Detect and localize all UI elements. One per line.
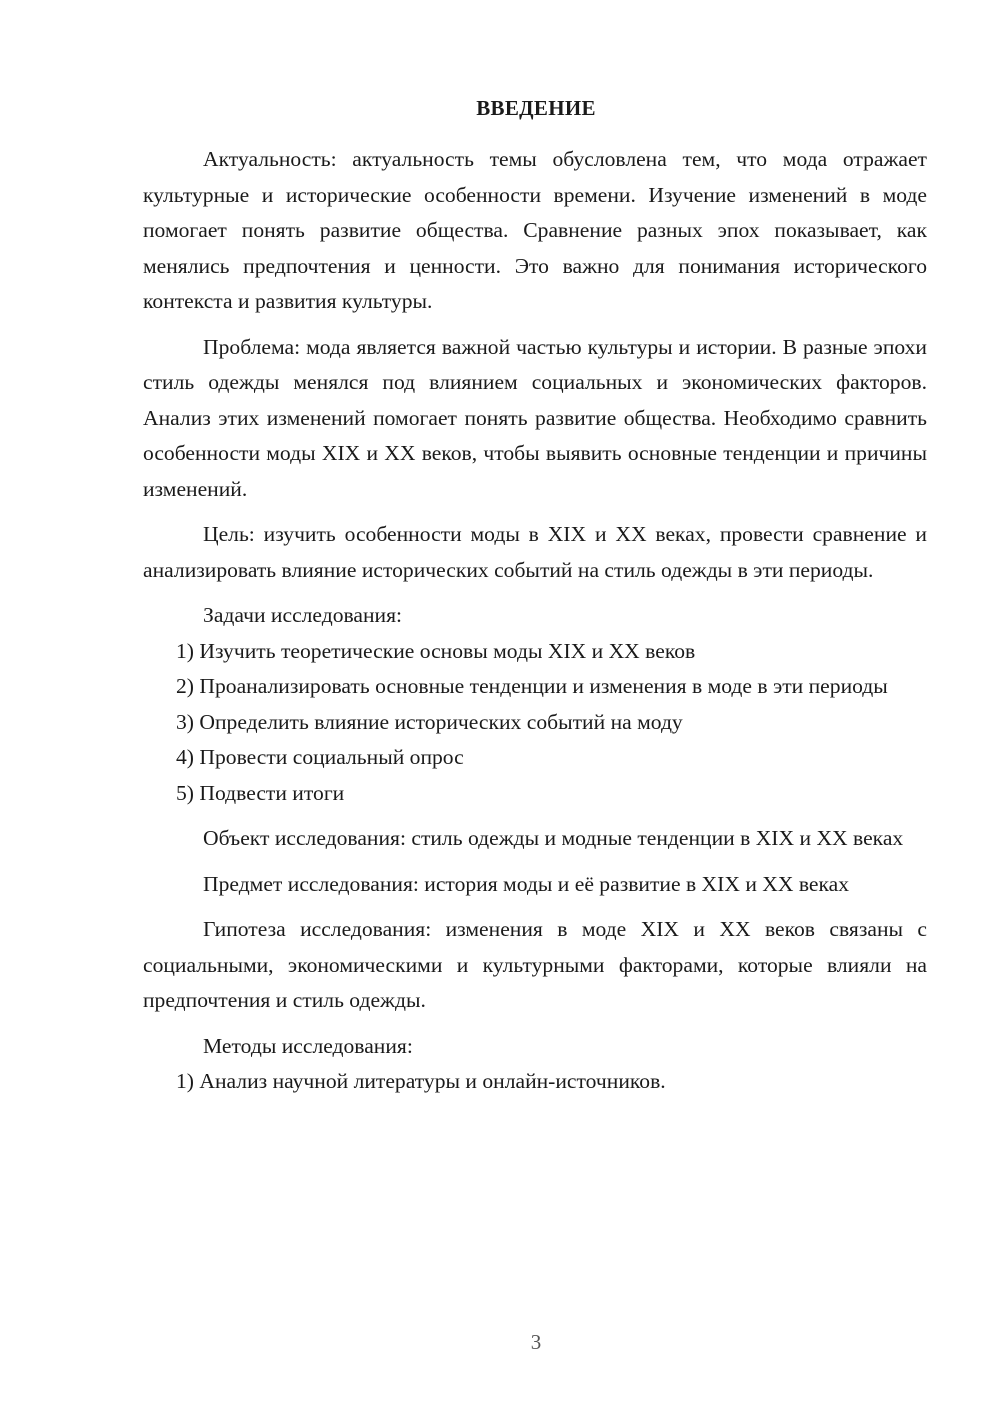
tasks-heading: Задачи исследования: bbox=[203, 603, 403, 627]
paragraph-relevance: Актуальность: актуальность темы обусловлена тем, что мода отражает культурные и исторические особенности времени. Изучение изменений в моде помогает понять развитие общества. Сравнение разных эпох показывает, как менялись предпочтения и ценности. Это важно для понимания исторического контекста и развития культуры. bbox=[143, 147, 927, 313]
page-number: 3 bbox=[530, 1330, 542, 1354]
paragraph-object: Объект исследования: стиль одежды и модные тенденции в XIX и XX веках bbox=[203, 826, 904, 850]
methods-heading: Методы исследования: bbox=[203, 1033, 413, 1058]
paragraph-goal: Цель: изучить особенности моды в XIX и XX веках, провести сравнение и анализировать влияние исторических событий на стиль одежды в эти периоды. bbox=[143, 522, 927, 582]
task-item: 4) Провести социальный опрос bbox=[176, 745, 464, 769]
task-item: 3) Определить влияние исторических событий на моду bbox=[176, 709, 683, 734]
task-item: 2) Проанализировать основные тенденции и изменения в моде в эти периоды bbox=[176, 674, 888, 698]
method-item: 1) Анализ научной литературы и онлайн-источников. bbox=[176, 1069, 666, 1093]
paragraph-problem: Проблема: мода является важной частью культуры и истории. В разные эпохи стиль одежды менялся под влиянием социальных и экономических факторов. Анализ этих изменений помогает понять развитие общества. Необходимо сравнить особенности моды XIX и XX веков, чтобы выявить основные тенденции и причины изменений. bbox=[143, 334, 927, 501]
document-body bbox=[143, 142, 927, 1100]
paragraph-subject: Предмет исследования: история моды и её развитие в XIX и XX веках bbox=[203, 871, 850, 896]
task-item: 1) Изучить теоретические основы моды XIX и XX веков bbox=[176, 638, 696, 663]
paragraph-hypothesis: Гипотеза исследования: изменения в моде XIX и XX веков связаны с социальными, экономическими и культурными факторами, которые влияли на предпочтения и стиль одежды. bbox=[143, 917, 927, 1012]
task-item: 5) Подвести итоги bbox=[176, 780, 345, 805]
page-title: ВВЕДЕНИЕ bbox=[476, 96, 596, 120]
